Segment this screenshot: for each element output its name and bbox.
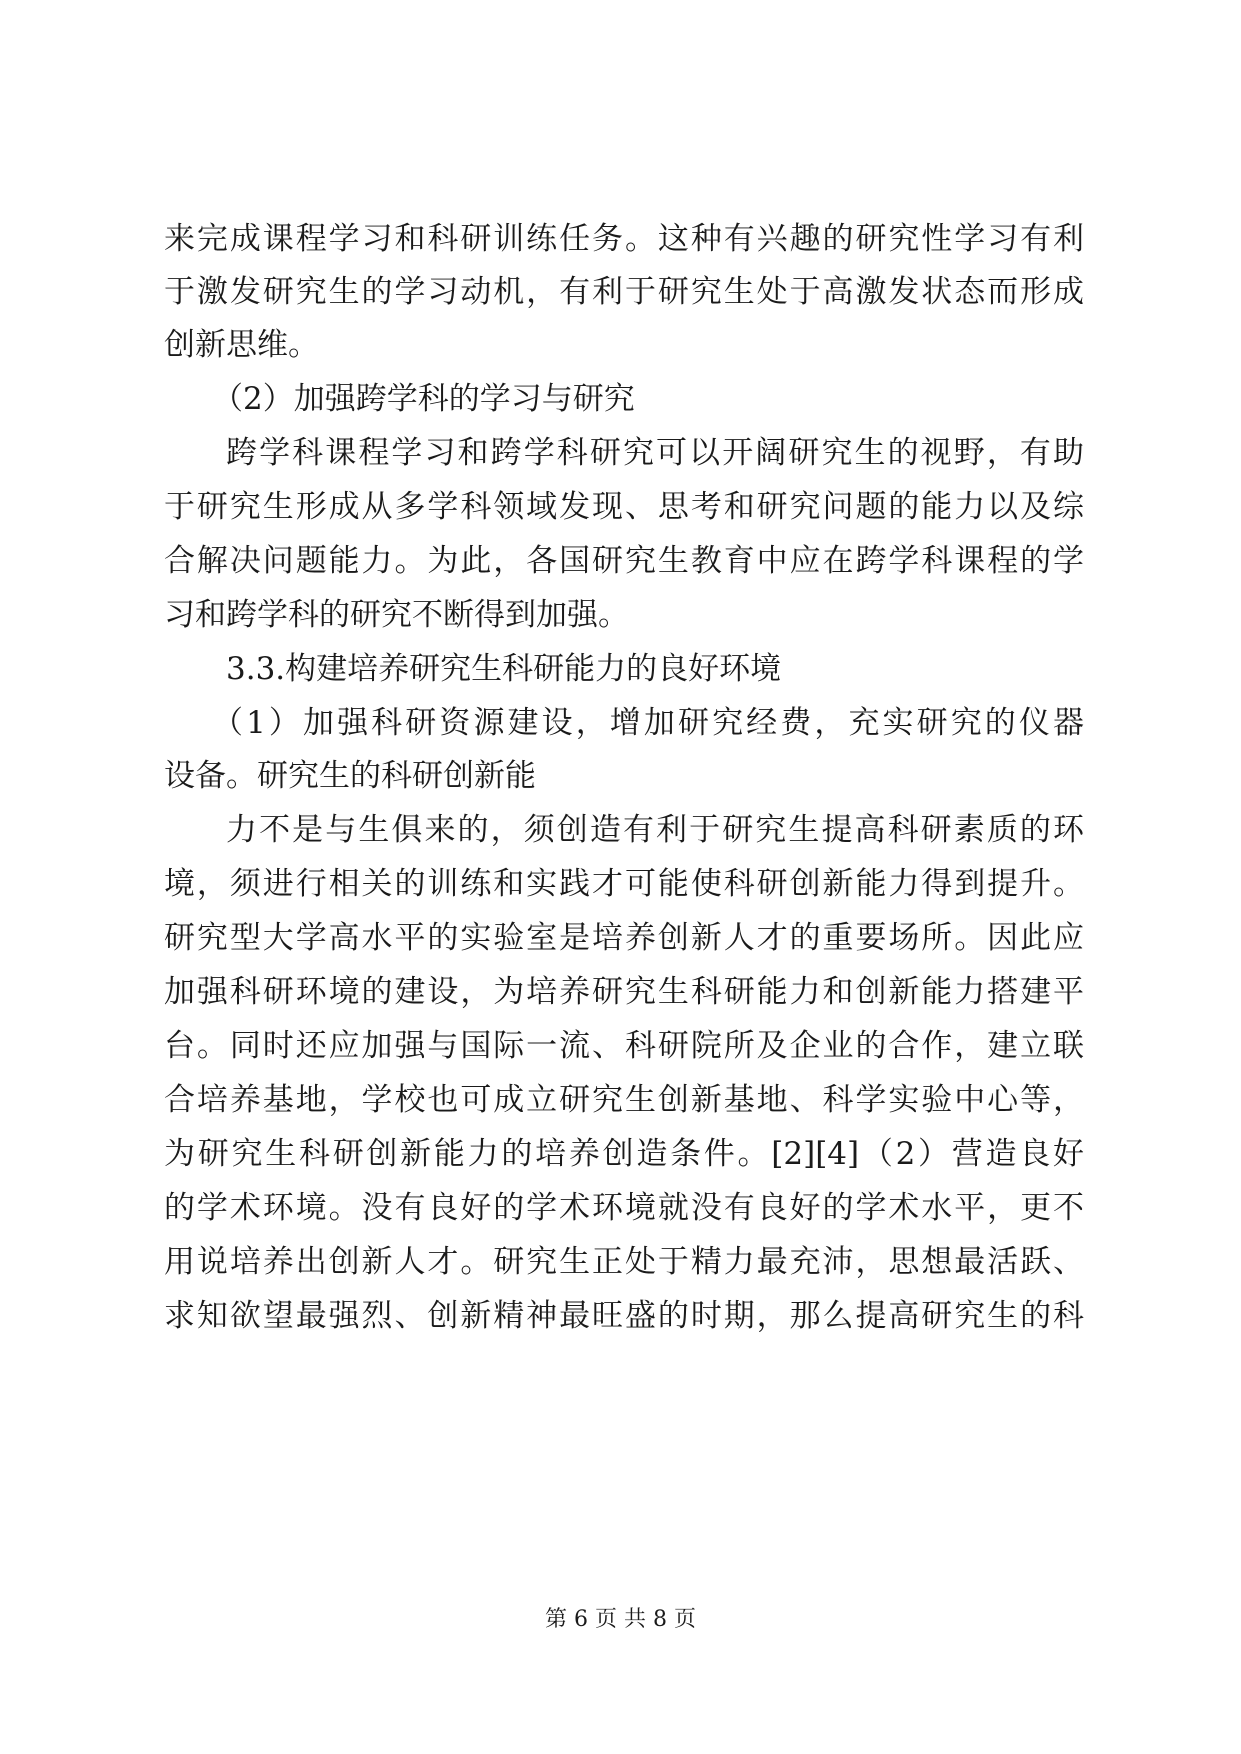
text-line: 创新思维。 bbox=[164, 327, 319, 363]
text-line: 习和跨学科的研究不断得到加强。 bbox=[164, 597, 629, 633]
text-line: 力不是与生俱来的，须创造有利于研究生提高科研素质的环 bbox=[226, 812, 1084, 848]
page-footer: 第 6 页 共 8 页 bbox=[545, 1607, 696, 1632]
text-line: （2）加强跨学科的学习与研究 bbox=[212, 381, 635, 417]
text-line: 加强科研环境的建设，为培养研究生科研能力和创新能力搭建平 bbox=[164, 974, 1084, 1010]
text-line: 于研究生形成从多学科领域发现、思考和研究问题的能力以及综 bbox=[164, 489, 1084, 525]
text-line: 设备。研究生的科研创新能 bbox=[164, 758, 536, 794]
text-line: 合培养基地，学校也可成立研究生创新基地、科学实验中心等， bbox=[164, 1082, 1084, 1118]
text-line: 台。同时还应加强与国际一流、科研院所及企业的合作，建立联 bbox=[164, 1028, 1084, 1064]
text-line: 合解决问题能力。为此，各国研究生教育中应在跨学科课程的学 bbox=[164, 543, 1084, 579]
text-line: 3.3.构建培养研究生科研能力的良好环境 bbox=[226, 651, 782, 687]
text-line: 于激发研究生的学习动机，有利于研究生处于高激发状态而形成 bbox=[164, 274, 1084, 310]
text-line: 用说培养出创新人才。研究生正处于精力最充沛，思想最活跃、 bbox=[164, 1244, 1084, 1280]
text-line: 来完成课程学习和科研训练任务。这种有兴趣的研究性学习有利 bbox=[164, 221, 1084, 257]
text-line: 跨学科课程学习和跨学科研究可以开阔研究生的视野，有助 bbox=[226, 435, 1084, 471]
text-line: 为研究生科研创新能力的培养创造条件。[2][4]（2）营造良好 bbox=[164, 1136, 1084, 1172]
text-line: 境，须进行相关的训练和实践才可能使科研创新能力得到提升。 bbox=[164, 866, 1084, 902]
text-line: 研究型大学高水平的实验室是培养创新人才的重要场所。因此应 bbox=[164, 920, 1084, 956]
text-line: 求知欲望最强烈、创新精神最旺盛的时期，那么提高研究生的科 bbox=[164, 1298, 1084, 1334]
text-line: （1）加强科研资源建设，增加研究经费，充实研究的仪器 bbox=[212, 705, 1084, 741]
text-line: 的学术环境。没有良好的学术环境就没有良好的学术水平，更不 bbox=[164, 1190, 1084, 1226]
